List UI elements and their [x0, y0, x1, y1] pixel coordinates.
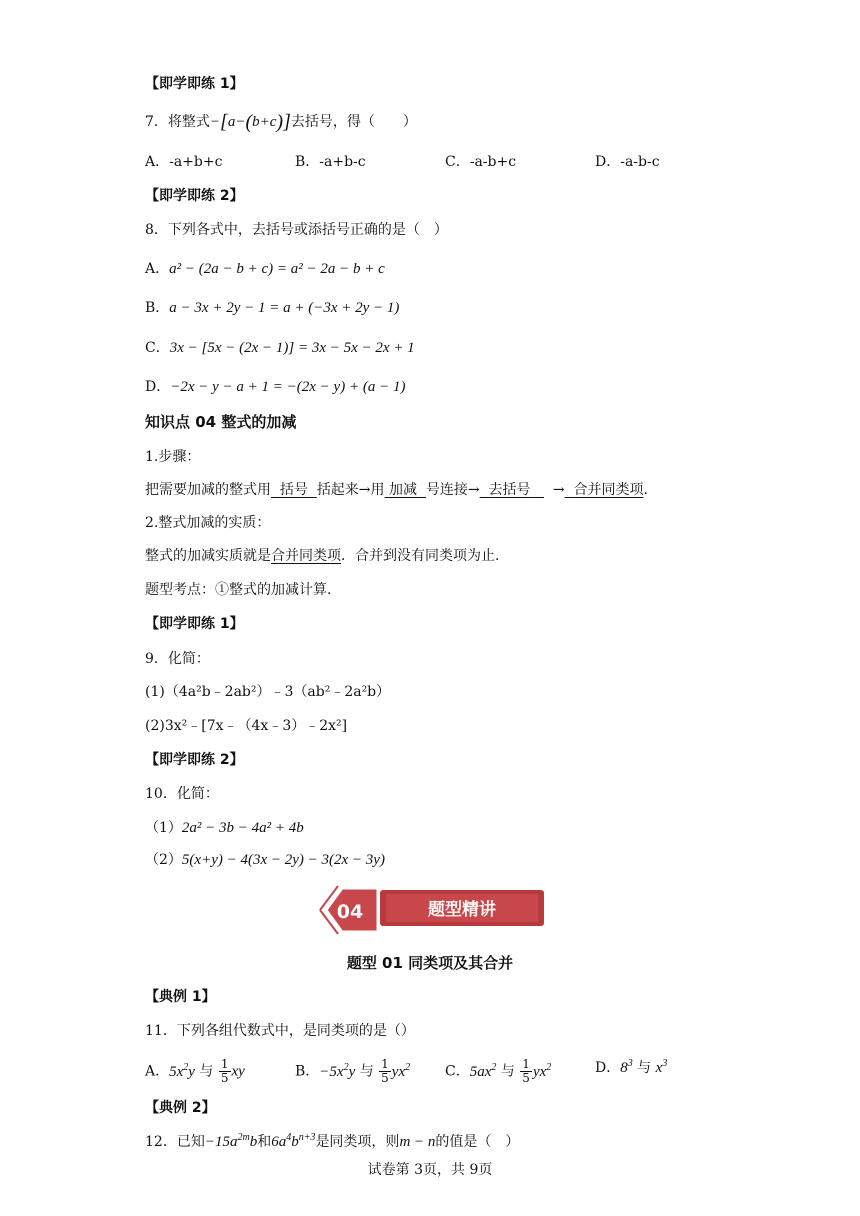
q7-option-b: B．-a+b-c — [295, 154, 366, 170]
knowledge-point-title: 知识点 04 整式的加减 — [145, 413, 297, 431]
q12-mid: 和 — [257, 1134, 272, 1150]
q8-option-c — [145, 338, 415, 358]
q9-part-1: (1)（4a²b﹣2ab²）﹣3（ab²﹣2a²b） — [145, 684, 391, 700]
q8-option-c-label: C． — [145, 340, 170, 356]
q11-option-c: C．$5ax^2$ 与 $\frac{1}{5}$ $yx^2$ — [445, 1057, 552, 1085]
q7-option-a: A．-a+b+c — [145, 154, 223, 170]
q8-option-d — [145, 377, 405, 397]
q11-option-b: B．$-5x^2y$ 与 $\frac{1}{5}$ $yx^2$ — [295, 1057, 411, 1085]
essence-text — [145, 546, 499, 566]
section-practice-2b: 【即学即练 2】 — [145, 752, 244, 768]
question-12 — [145, 1132, 519, 1152]
q8-option-c-expr: 3x − [5x − (2x − 1)] = 3x − 5x − 2x + 1 — [169, 340, 415, 356]
q11-option-b-label: B． — [295, 1063, 320, 1080]
q12-prefix: 12．已知 — [145, 1134, 205, 1150]
q9-part-2: (2)3x²﹣[7x﹣（4x﹣3）﹣2x²] — [145, 718, 348, 734]
q7-option-c: C．-a-b+c — [445, 154, 517, 170]
q10-part-2-expr: 5(x+y) − 4(3x − 2y) − 3(2x − 3y) — [181, 852, 385, 868]
q7-expression: −[a−(b+c)] — [209, 111, 291, 133]
blank-essence: 合并同类项 — [271, 548, 341, 564]
blank-parentheses: 括号 — [279, 482, 308, 498]
blank-add-subtract: 加减 — [389, 482, 417, 498]
steps-text — [145, 480, 648, 500]
q8-option-a — [145, 259, 385, 279]
page-footer: 试卷第 3页，共 9页 — [367, 1162, 493, 1178]
essence-text-1: 整式的加减实质就是 — [145, 548, 271, 564]
steps-arrow: → — [552, 482, 565, 498]
question-10: 10．化简： — [145, 786, 219, 802]
q10-part-1 — [145, 818, 304, 838]
q12-term-1: $-15a^{2m}b$ — [204, 1132, 258, 1150]
steps-text-3: 号连接→ — [425, 482, 480, 498]
section-practice-2: 【即学即练 2】 — [145, 188, 244, 204]
steps-text-2: 括起来→用 — [316, 482, 385, 498]
q8-option-a-expr: a² − (2a − b + c) = a² − 2a − b + c — [169, 261, 385, 277]
q10-part-1-expr: 2a² − 3b − 4a² + 4b — [181, 820, 304, 836]
section-practice-1: 【即学即练 1】 — [145, 76, 244, 92]
q8-option-b-expr: a − 3x + 2y − 1 = a + (−3x + 2y − 1) — [169, 300, 400, 316]
q8-option-b — [145, 298, 399, 318]
section-example-2: 【典例 2】 — [145, 1100, 216, 1116]
q12-end: 的值是（ ） — [435, 1134, 520, 1150]
q8-option-d-expr: −2x − y − a + 1 = −(2x − y) + (a − 1) — [170, 379, 406, 395]
q7-suffix: 去括号，得（ ） — [290, 114, 417, 130]
q11-option-a-label: A． — [145, 1063, 170, 1080]
q8-option-b-label: B． — [145, 300, 170, 316]
steps-heading: 1.步骤： — [145, 449, 201, 465]
blank-combine-like-terms: 合并同类项 — [573, 482, 644, 498]
exam-point: 题型考点：①整式的加减计算. — [145, 582, 332, 598]
question-8: 8．下列各式中，去括号或添括号正确的是（ ） — [145, 222, 448, 238]
essence-text-2: ．合并到没有同类项为止. — [341, 548, 500, 564]
q12-suffix: 是同类项，则 — [315, 1134, 400, 1150]
q12-term-2: $6a^4b^{n+3}$ — [271, 1132, 316, 1150]
banner-number: 04 — [336, 901, 364, 923]
steps-period: . — [643, 482, 648, 498]
q7-option-d: D．-a-b-c — [595, 154, 660, 170]
banner-label: 题型精讲 — [428, 900, 496, 920]
q10-part-1-label: （1） — [145, 820, 182, 836]
q11-option-d-label: D． — [595, 1060, 621, 1076]
q11-option-c-label: C． — [445, 1063, 470, 1080]
q10-part-2-label: （2） — [145, 852, 182, 868]
section-practice-1b: 【即学即练 1】 — [145, 616, 244, 632]
section-example-1: 【典例 1】 — [145, 989, 216, 1005]
question-7 — [145, 112, 417, 132]
q10-part-2 — [145, 850, 385, 870]
question-9: 9．化简： — [145, 651, 210, 667]
steps-text-1: 把需要加减的整式用 — [145, 482, 271, 498]
q11-option-a: A．$5x^2y$ 与 $\frac{1}{5}$ xy — [145, 1057, 245, 1085]
essence-heading: 2.整式加减的实质： — [145, 515, 271, 531]
banner-graphic — [316, 884, 548, 936]
section-banner — [316, 884, 548, 936]
q8-option-d-label: D． — [145, 379, 171, 395]
q12-expr: m − n — [399, 1134, 436, 1150]
q7-prefix: 7．将整式 — [145, 114, 210, 130]
q11-option-d: D．$8^3$ 与 $x^3$ — [595, 1058, 668, 1076]
q8-option-a-label: A． — [145, 261, 170, 277]
blank-remove-parentheses: 去括号 — [488, 482, 531, 498]
question-11: 11．下列各组代数式中，是同类项的是（） — [145, 1023, 415, 1039]
type-01-title: 题型 01 同类项及其合并 — [346, 954, 514, 972]
